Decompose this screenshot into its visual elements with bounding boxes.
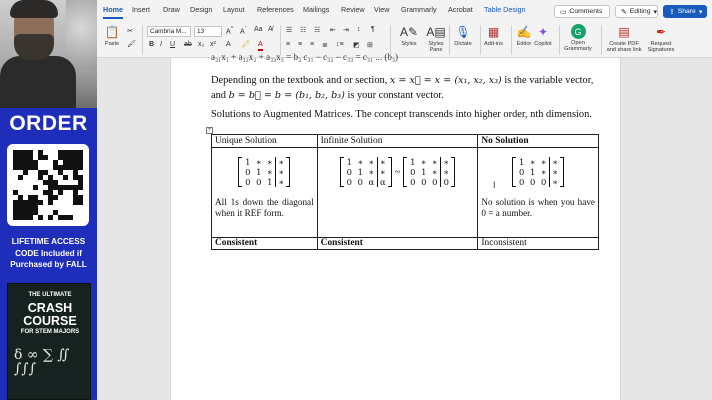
matrix-entry: 1 xyxy=(519,157,525,167)
share-button[interactable]: ⇪ Share ▾ xyxy=(663,5,707,18)
editor-pen-icon: ✍ xyxy=(516,25,532,39)
book-math-symbols: δ ∞ ∑ ∬ ∫∫∫ xyxy=(14,347,70,377)
matrix-entry: ∗ xyxy=(549,167,560,177)
matrix-entry: 0 xyxy=(410,167,416,177)
chevron-down-icon: ▾ xyxy=(653,8,657,16)
infinite-matrix-b xyxy=(403,157,455,187)
equivalence-tilde: ~ xyxy=(394,167,401,178)
matrix-entry: ∗ xyxy=(255,157,262,167)
styles-icon: A✎ xyxy=(399,25,419,39)
chevron-down-icon: ▾ xyxy=(698,8,703,16)
editor-button[interactable]: ✍ Editor xyxy=(516,25,532,47)
tab-grammarly[interactable]: Grammarly xyxy=(401,5,437,14)
line-spacing-icon[interactable]: ↕≡ xyxy=(336,41,344,48)
font-color-icon[interactable]: A xyxy=(258,41,263,51)
matrix-entry: ∗ xyxy=(377,157,388,167)
tab-insert[interactable]: Insert xyxy=(132,5,150,14)
numbering-icon[interactable]: ☷ xyxy=(300,27,307,34)
styles-pane-icon: A▤ xyxy=(426,25,446,39)
unique-matrix xyxy=(238,157,290,187)
copilot-icon: ✦ xyxy=(537,25,549,39)
highlighter-icon[interactable]: 🖍 xyxy=(241,41,250,48)
increase-font-icon[interactable]: A^ xyxy=(226,26,234,36)
tab-review[interactable]: Review xyxy=(341,5,365,14)
tab-design[interactable]: Design xyxy=(190,5,213,14)
tab-mailings[interactable]: Mailings xyxy=(303,5,330,14)
augmented-matrix-paragraph[interactable]: Solutions to Augmented Matrices. The concept transcends into higher order, nth dimension. xyxy=(211,109,592,120)
tab-draw[interactable]: Draw xyxy=(163,5,180,14)
cell-none[interactable] xyxy=(478,148,599,238)
promo-panel xyxy=(0,0,97,400)
webcam-feed xyxy=(0,0,97,108)
matrix-entry: 1 xyxy=(421,167,427,177)
matrix-entry: 1 xyxy=(410,157,416,167)
matrix-entry: 0 xyxy=(432,177,438,187)
ribbon xyxy=(97,0,712,58)
subscript-icon[interactable]: x₂ xyxy=(198,41,205,48)
matrix-entry: 0 xyxy=(256,177,262,187)
matrix-entry: 0 xyxy=(410,177,416,187)
tab-acrobat[interactable]: Acrobat xyxy=(448,5,473,14)
tab-table-design[interactable]: Table Design xyxy=(484,5,526,14)
infinite-matrix-a xyxy=(340,157,392,187)
signature-icon: ✒ xyxy=(655,25,667,39)
matrix-entry: 1 xyxy=(357,167,363,177)
italic-icon[interactable]: I xyxy=(160,41,162,48)
borders-icon[interactable]: ⊞ xyxy=(367,42,373,49)
share-icon: ⇪ xyxy=(669,8,675,16)
matrix-entry: ∗ xyxy=(377,167,388,177)
tab-layout[interactable]: Layout xyxy=(223,5,245,14)
matrix-entry: 0 xyxy=(245,177,251,187)
matrix-entry: ∗ xyxy=(431,157,438,167)
align-right-icon[interactable]: ≡ xyxy=(310,41,315,48)
matrix-entry: ∗ xyxy=(440,157,451,167)
open-grammarly-button[interactable]: G Open Grammarly xyxy=(563,24,593,52)
matrix-entry: 0 xyxy=(245,167,251,177)
qr-code-icon[interactable] xyxy=(7,144,89,226)
matrix-entry: 0 xyxy=(346,177,352,187)
matrix-entry: ∗ xyxy=(529,157,536,167)
request-signatures-button[interactable]: ✒ Request Signatures xyxy=(647,25,675,53)
matrix-entry: 1 xyxy=(267,177,273,187)
matrix-entry: 0 xyxy=(541,177,547,187)
matrix-entry: ∗ xyxy=(440,167,451,177)
microphone-icon: 🎙 xyxy=(455,25,471,39)
shading-icon[interactable]: ◩ xyxy=(353,42,360,49)
matrix-entry: ∗ xyxy=(368,157,375,167)
justify-icon[interactable]: ≣ xyxy=(322,42,328,49)
pencil-icon: ✎ xyxy=(621,8,627,16)
matrix-entry: ∗ xyxy=(540,167,547,177)
sort-icon[interactable]: ↕ xyxy=(357,26,361,33)
dictate-button[interactable]: 🎙 Dictate xyxy=(454,25,472,47)
align-center-icon[interactable]: ≡ xyxy=(298,41,303,48)
book-cover xyxy=(7,283,91,400)
footer-consistent-1[interactable]: Consistent xyxy=(212,238,318,250)
unique-description: All 1s down the diagonal when it REF form. xyxy=(215,197,314,218)
matrix-entry: 1 xyxy=(530,167,536,177)
promo-title: ORDER xyxy=(9,112,88,135)
add-ins-icon: ▦ xyxy=(487,25,500,39)
book-subtitle: FOR STEM MAJORS xyxy=(20,329,80,335)
comment-icon: ▭ xyxy=(560,8,567,16)
matrix-entry: α xyxy=(368,177,375,187)
clipboard-icon: 📋 xyxy=(104,25,120,39)
styles-button[interactable]: A✎ Styles xyxy=(399,25,419,47)
show-marks-icon[interactable]: ¶ xyxy=(371,26,375,33)
align-left-icon[interactable]: ≡ xyxy=(286,41,291,48)
increase-indent-icon[interactable]: ⇥ xyxy=(343,27,349,34)
variable-vector-expression: x = x⃗ = x = (x₁, x₂, x₃) xyxy=(389,75,502,86)
font-size-select[interactable]: 13 xyxy=(194,26,222,37)
tab-view[interactable]: View xyxy=(374,5,390,14)
footer-inconsistent[interactable]: Inconsistent xyxy=(478,238,599,250)
document-canvas[interactable] xyxy=(97,52,712,400)
matrix-entry: ∗ xyxy=(431,167,438,177)
matrix-entry: ∗ xyxy=(549,157,560,167)
matrix-entry: ∗ xyxy=(420,157,427,167)
tab-references[interactable]: References xyxy=(257,5,294,14)
solutions-table[interactable] xyxy=(211,134,599,250)
multilevel-list-icon[interactable]: ☵ xyxy=(314,27,321,34)
matrix-entry: 0 xyxy=(530,177,536,187)
matrix-entry: 0 xyxy=(357,177,363,187)
no-solution-description: No solution is when you have 0 = a number. xyxy=(481,197,595,218)
text-cursor-icon: I xyxy=(493,180,496,190)
matrix-entry: ∗ xyxy=(266,167,273,177)
constant-vector-expression: b = b⃗ = b = (b₁, b₂, b₃) xyxy=(228,90,345,101)
matrix-entry: ∗ xyxy=(275,167,286,177)
strikethrough-icon[interactable]: ab xyxy=(184,41,192,48)
clear-format-icon[interactable]: A̸ xyxy=(268,26,273,33)
matrix-entry: ∗ xyxy=(549,177,560,187)
add-ins-button[interactable]: ▦ Add-ins xyxy=(484,25,503,47)
matrix-entry: ∗ xyxy=(540,157,547,167)
header-no-solution[interactable]: No Solution xyxy=(478,135,599,148)
matrix-entry: ∗ xyxy=(275,177,286,187)
format-painter-icon[interactable]: 🖌 xyxy=(127,41,136,48)
text-effects-icon[interactable]: A xyxy=(226,41,231,48)
no-solution-matrix xyxy=(512,157,564,187)
change-case-icon[interactable]: Aa xyxy=(254,26,263,33)
matrix-entry: α xyxy=(377,177,388,187)
promo-offer-text: LIFETIME ACCESS CODE Included if Purchased by FALL xyxy=(10,237,87,269)
home-toolbar xyxy=(97,22,712,58)
matrix-entry: 1 xyxy=(346,157,352,167)
vector-paragraph[interactable]: Depending on the textbook and or section, x = x⃗ = x = (x₁, x₂, x₃) is the variable vector, and b = b⃗ = b = (b₁, b₂, b₃) is your constant vector. xyxy=(211,75,594,101)
decrease-font-icon[interactable]: $A^ˇ$ xyxy=(240,26,247,36)
pdf-icon: ▤ xyxy=(618,25,630,39)
styles-pane-button[interactable]: A▤ Styles Pane xyxy=(426,25,446,53)
matrix-entry: 0 xyxy=(519,177,525,187)
matrix-entry: ∗ xyxy=(266,157,273,167)
document-page[interactable] xyxy=(170,52,621,400)
copilot-button[interactable]: ✦ Copilot xyxy=(534,25,552,47)
matrix-entry: 1 xyxy=(256,167,262,177)
font-name-select[interactable]: Cambria M... xyxy=(147,26,191,37)
paste-button[interactable]: 📋 Paste xyxy=(104,25,120,47)
matrix-entry: 0 xyxy=(519,167,525,177)
grammarly-icon: G xyxy=(571,24,586,39)
matrix-entry: 1 xyxy=(245,157,251,167)
tab-home[interactable]: Home xyxy=(103,5,123,14)
create-pdf-button[interactable]: ▤ Create PDF and share link xyxy=(606,25,642,53)
matrix-entry: ∗ xyxy=(368,167,375,177)
editing-mode-button[interactable]: ✎ Editing ▾ xyxy=(615,5,658,18)
matrix-entry: 0 xyxy=(421,177,427,187)
decrease-indent-icon[interactable]: ⇤ xyxy=(330,27,336,34)
book-top-line: THE ULTIMATE xyxy=(28,292,72,298)
footer-consistent-2[interactable]: Consistent xyxy=(317,238,478,250)
underline-icon[interactable]: U xyxy=(170,41,176,48)
matrix-entry: 0 xyxy=(440,177,451,187)
header-infinite-solution[interactable]: Infinite Solution xyxy=(317,135,478,148)
matrix-entry: ∗ xyxy=(275,157,286,167)
cell-infinite[interactable] xyxy=(317,148,478,238)
matrix-entry: 0 xyxy=(346,167,352,177)
cell-unique[interactable] xyxy=(212,148,318,238)
bold-icon[interactable]: B xyxy=(149,41,155,48)
header-unique-solution[interactable]: Unique Solution xyxy=(212,135,318,148)
cut-off-equation: a₃₁x₁ + a₃₂x₂ + a₃₃x₃ = b₃ c₃₁ − c₃₂ − c₃₃ = c₃₁ ... (b₃) xyxy=(211,52,399,62)
matrix-entry: ∗ xyxy=(357,157,364,167)
comments-button[interactable]: ▭ Comments xyxy=(554,5,610,18)
bullets-icon[interactable]: ☰ xyxy=(286,27,293,34)
superscript-icon[interactable]: x² xyxy=(210,41,216,48)
table-move-handle[interactable]: + xyxy=(207,127,212,133)
book-title: CRASH COURSE xyxy=(23,301,77,328)
ribbon-tabs xyxy=(97,0,712,22)
cut-icon[interactable]: ✂ xyxy=(127,28,133,35)
